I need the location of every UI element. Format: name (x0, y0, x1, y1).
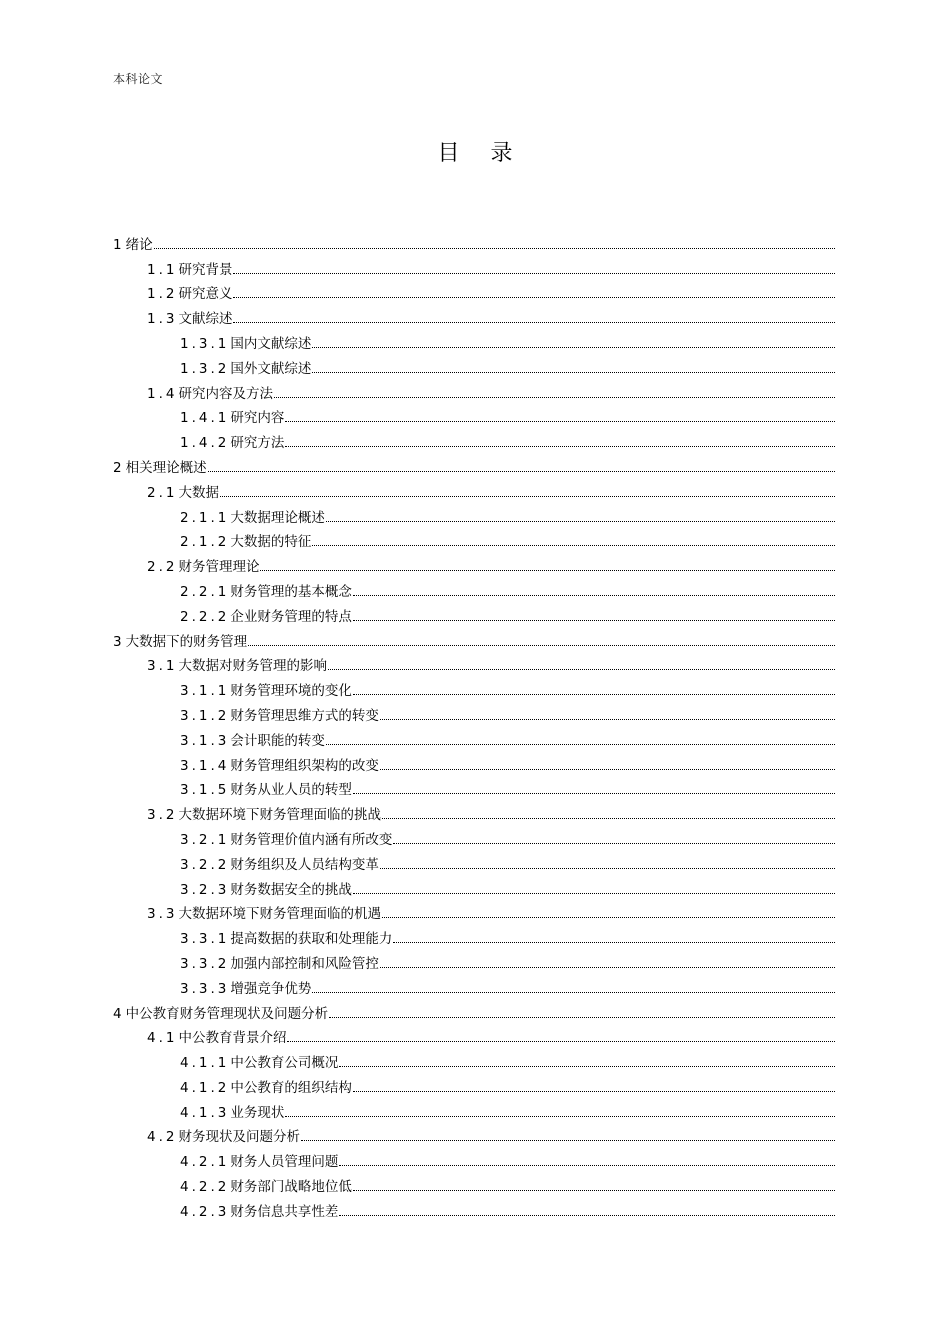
toc-dot-leader (312, 371, 835, 373)
toc-dot-leader (248, 644, 835, 646)
toc-entry[interactable] (113, 352, 835, 377)
toc-dot-leader (285, 1115, 835, 1117)
toc-entry-title: 研究内容 (230, 410, 285, 427)
toc-entry-title: 财务管理的基本概念 (230, 583, 352, 600)
toc-entry-number: 3.2.3 (180, 881, 230, 898)
toc-entry[interactable] (113, 724, 835, 749)
toc-entry-title: 大数据环境下财务管理面临的挑战 (178, 807, 381, 824)
toc-dot-leader (312, 544, 835, 546)
toc-entry[interactable] (113, 898, 835, 923)
toc-entry-number: 2.2.1 (180, 583, 230, 600)
toc-entry-number: 3.3 (147, 906, 178, 923)
toc-entry-number: 1.1 (147, 261, 178, 278)
toc-dot-leader (382, 817, 835, 819)
toc-entry-title: 财务管理组织架构的改变 (230, 757, 379, 774)
toc-entry[interactable] (113, 476, 835, 501)
toc-entry[interactable] (113, 1022, 835, 1047)
toc-dot-leader (380, 718, 835, 720)
toc-entry-title: 财务组织及人员结构变革 (230, 856, 379, 873)
toc-entry-title: 大数据 (178, 484, 219, 501)
toc-entry-title: 财务管理理论 (178, 559, 260, 576)
toc-entry[interactable] (113, 674, 835, 699)
toc-dot-leader (154, 247, 835, 249)
toc-entry-title: 会计职能的转变 (230, 732, 325, 749)
toc-entry[interactable] (113, 749, 835, 774)
toc-entry-title: 研究内容及方法 (178, 385, 273, 402)
toc-entry-title: 中公教育背景介绍 (178, 1030, 287, 1047)
toc-dot-leader (274, 396, 835, 398)
toc-entry-number: 2.2.2 (180, 608, 230, 625)
toc-entry[interactable] (113, 377, 835, 402)
toc-dot-leader (353, 892, 835, 894)
toc-dot-leader (382, 916, 835, 918)
toc-dot-leader (287, 1040, 835, 1042)
toc-entry-number: 1.3 (147, 311, 178, 328)
toc-dot-leader (220, 495, 835, 497)
toc-entry[interactable] (113, 575, 835, 600)
toc-entry-title: 财务现状及问题分析 (178, 1129, 300, 1146)
toc-entry[interactable] (113, 526, 835, 551)
toc-entry-title: 企业财务管理的特点 (230, 608, 352, 625)
toc-entry[interactable] (113, 823, 835, 848)
toc-entry-number: 2.1 (147, 484, 178, 501)
toc-entry[interactable] (113, 600, 835, 625)
toc-entry-number: 1.3.2 (180, 360, 230, 377)
toc-entry-title: 中公教育公司概况 (230, 1055, 339, 1072)
toc-entry-title: 文献综述 (178, 311, 233, 328)
toc-entry-title: 加强内部控制和风险管控 (230, 955, 379, 972)
toc-entry-title: 财务人员管理问题 (230, 1154, 339, 1171)
toc-entry-number: 3.1.3 (180, 732, 230, 749)
toc-dot-leader (380, 867, 835, 869)
toc-entry-number: 1.2 (147, 286, 178, 303)
toc-dot-leader (393, 941, 835, 943)
toc-dot-leader (339, 1164, 835, 1166)
toc-entry-title: 国外文献综述 (230, 360, 312, 377)
toc-dot-leader (326, 743, 835, 745)
toc-entry-title: 提高数据的获取和处理能力 (230, 931, 393, 948)
toc-entry-title: 财务数据安全的挑战 (230, 881, 352, 898)
toc-dot-leader (339, 1065, 835, 1067)
toc-entry[interactable] (113, 650, 835, 675)
toc-entry-number: 1.4.1 (180, 410, 230, 427)
toc-dot-leader (285, 420, 835, 422)
toc-entry-title: 研究意义 (178, 286, 233, 303)
toc-entry-number: 4.2.3 (180, 1203, 230, 1220)
toc-entry[interactable] (113, 1145, 835, 1170)
toc-entry[interactable] (113, 873, 835, 898)
toc-entry-number: 3.1.1 (180, 683, 230, 700)
toc-entry[interactable] (113, 426, 835, 451)
toc-entry-title: 财务信息共享性差 (230, 1203, 339, 1220)
toc-entry-number: 2.2 (147, 559, 178, 576)
toc-dot-leader (353, 792, 835, 794)
toc-entry[interactable] (113, 625, 835, 650)
toc-entry-number: 1 (113, 236, 125, 253)
toc-entry-number: 3.3.1 (180, 931, 230, 948)
toc-entry-number: 1.4 (147, 385, 178, 402)
toc-entry[interactable] (113, 278, 835, 303)
toc-entry[interactable] (113, 253, 835, 278)
page-title: 目 录 (437, 141, 525, 166)
toc-entry[interactable] (113, 848, 835, 873)
toc-dot-leader (260, 569, 835, 571)
toc-dot-leader (233, 272, 835, 274)
toc-dot-leader (329, 1016, 835, 1018)
toc-entry-title: 大数据环境下财务管理面临的机遇 (178, 906, 381, 923)
toc-entry[interactable] (113, 798, 835, 823)
toc-entry-title: 中公教育财务管理现状及问题分析 (125, 1005, 329, 1022)
toc-entry[interactable] (113, 699, 835, 724)
toc-entry-number: 4 (113, 1005, 125, 1022)
toc-entry[interactable] (113, 228, 835, 253)
toc-entry-number: 3.2.2 (180, 856, 230, 873)
toc-entry-number: 3.1.4 (180, 757, 230, 774)
toc-entry[interactable] (113, 1096, 835, 1121)
toc-entry-number: 3.3.3 (180, 980, 230, 997)
toc-entry-title: 业务现状 (230, 1104, 285, 1121)
toc-entry-title: 财务管理环境的变化 (230, 683, 352, 700)
toc-dot-leader (233, 321, 835, 323)
toc-entry-title: 绪论 (125, 236, 153, 253)
toc-entry[interactable] (113, 1195, 835, 1220)
toc-entry-number: 3.1.5 (180, 782, 230, 799)
toc-entry[interactable] (113, 922, 835, 947)
toc-entry[interactable] (113, 997, 835, 1022)
toc-entry-title: 财务管理价值内涵有所改变 (230, 831, 393, 848)
toc-entry-number: 2.1.1 (180, 509, 230, 526)
toc-dot-leader (353, 693, 835, 695)
toc-entry-title: 中公教育的组织结构 (230, 1079, 352, 1096)
toc-entry-title: 大数据对财务管理的影响 (178, 658, 327, 675)
table-of-contents (113, 228, 835, 1220)
toc-dot-leader (393, 842, 835, 844)
toc-entry-number: 3.1 (147, 658, 178, 675)
toc-entry[interactable] (113, 501, 835, 526)
toc-entry[interactable] (113, 972, 835, 997)
toc-entry-title: 研究背景 (178, 261, 233, 278)
toc-dot-leader (328, 668, 835, 670)
toc-entry[interactable] (113, 1046, 835, 1071)
toc-dot-leader (312, 346, 835, 348)
toc-entry-number: 4.1.2 (180, 1079, 230, 1096)
toc-dot-leader (339, 1214, 835, 1216)
toc-entry[interactable] (113, 774, 835, 799)
toc-dot-leader (312, 991, 835, 993)
toc-entry-title: 大数据理论概述 (230, 509, 325, 526)
toc-entry-title: 研究方法 (230, 435, 285, 452)
toc-entry-number: 2 (113, 459, 125, 476)
toc-entry-number: 1.4.2 (180, 435, 230, 452)
toc-dot-leader (353, 619, 835, 621)
toc-entry-title: 财务从业人员的转型 (230, 782, 352, 799)
toc-entry-number: 4.1 (147, 1030, 178, 1047)
toc-dot-leader (353, 1189, 835, 1191)
toc-dot-leader (285, 445, 835, 447)
toc-entry-title: 财务管理思维方式的转变 (230, 707, 379, 724)
toc-entry-number: 4.2.1 (180, 1154, 230, 1171)
running-header: 本科论文 (113, 72, 164, 86)
toc-entry-number: 1.3.1 (180, 335, 230, 352)
toc-entry-title: 财务部门战略地位低 (230, 1179, 352, 1196)
toc-entry-title: 相关理论概述 (125, 459, 207, 476)
toc-entry[interactable] (113, 302, 835, 327)
toc-entry-number: 3.1.2 (180, 707, 230, 724)
toc-dot-leader (233, 296, 835, 298)
toc-entry-number: 4.1.1 (180, 1055, 230, 1072)
toc-entry-title: 国内文献综述 (230, 335, 312, 352)
toc-dot-leader (301, 1139, 835, 1141)
toc-entry-title: 增强竞争优势 (230, 980, 312, 997)
toc-entry[interactable] (113, 402, 835, 427)
toc-dot-leader (208, 470, 835, 472)
toc-entry[interactable] (113, 451, 835, 476)
toc-dot-leader (353, 594, 835, 596)
toc-entry-number: 4.2.2 (180, 1179, 230, 1196)
toc-entry[interactable] (113, 327, 835, 352)
toc-entry-number: 4.1.3 (180, 1104, 230, 1121)
toc-dot-leader (380, 768, 835, 770)
toc-entry-number: 3.3.2 (180, 955, 230, 972)
toc-entry-number: 4.2 (147, 1129, 178, 1146)
toc-entry-number: 3 (113, 633, 125, 650)
toc-entry[interactable] (113, 550, 835, 575)
toc-dot-leader (380, 966, 835, 968)
toc-dot-leader (326, 520, 835, 522)
toc-entry-number: 3.2.1 (180, 831, 230, 848)
toc-entry[interactable] (113, 1170, 835, 1195)
toc-entry[interactable] (113, 1071, 835, 1096)
toc-entry[interactable] (113, 1121, 835, 1146)
toc-entry-title: 大数据的特征 (230, 534, 312, 551)
toc-entry-number: 3.2 (147, 807, 178, 824)
toc-entry-number: 2.1.2 (180, 534, 230, 551)
toc-entry[interactable] (113, 947, 835, 972)
toc-entry-title: 大数据下的财务管理 (125, 633, 248, 650)
toc-dot-leader (353, 1090, 835, 1092)
